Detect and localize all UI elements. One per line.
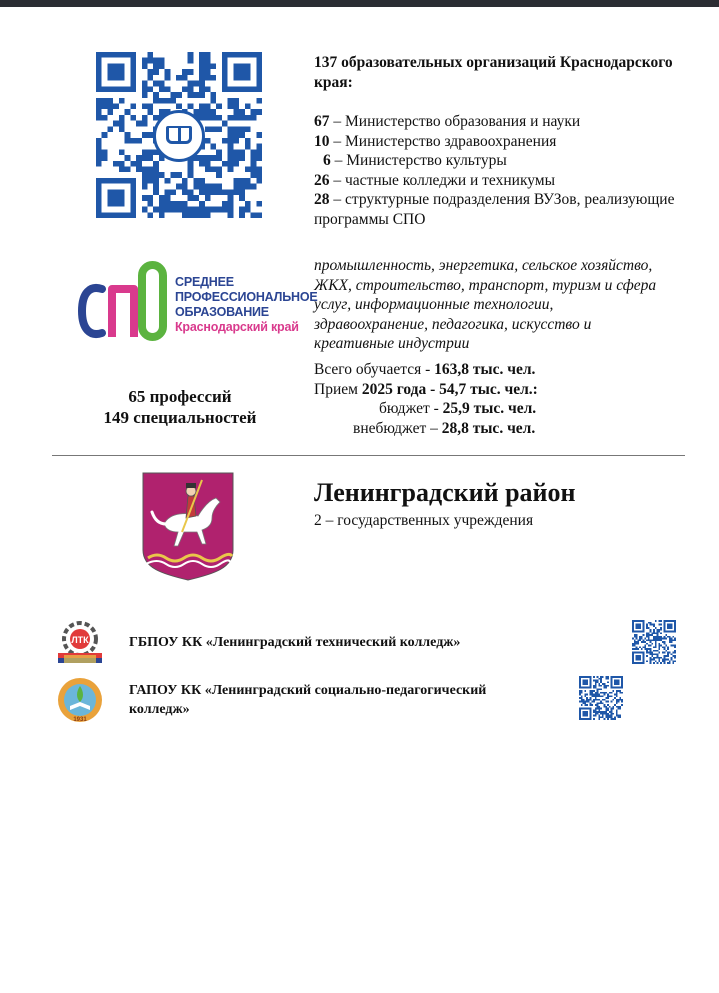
ltk-qr-code	[632, 620, 676, 664]
specialties-count: 149 специальностей	[103, 408, 257, 427]
district-title: Ленинградский район	[314, 478, 576, 507]
section-divider	[52, 455, 685, 456]
organizations-title: 137 образовательных организаций Краснодарского края:	[314, 54, 673, 91]
spo-logo	[78, 259, 318, 343]
svg-text:1931: 1931	[73, 717, 87, 723]
district-subtitle: 2 – государственных учреждения	[314, 512, 534, 529]
spo-letters-logo	[78, 259, 170, 343]
total-students: Всего обучается - 163,8 тыс. чел.	[314, 361, 536, 378]
list-item: 6 – Министерство культуры	[323, 152, 507, 169]
college-name-ltk: ГБПОУ КК «Ленинградский технический колледж»	[129, 635, 461, 650]
college-name-lspk: ГАПОУ КК «Ленинградский социально-педагогический колледж»	[129, 683, 487, 717]
lspk-college-logo-icon	[56, 676, 104, 724]
svg-text:ЛТК: ЛТК	[71, 635, 89, 645]
top-bar	[0, 0, 719, 7]
spo-logo-text: СРЕДНЕЕ ПРОФЕССИОНАЛЬНОЕ ОБРАЗОВАНИЕ Краснодарский край	[175, 275, 318, 334]
list-item: 26 – частные колледжи и техникумы	[314, 171, 556, 189]
professions-summary	[70, 386, 290, 428]
ltk-college-logo-icon	[56, 619, 104, 667]
book-emblem-icon	[153, 110, 205, 162]
intake-2025: Прием 2025 года - 54,7 тыс. чел.:	[314, 380, 538, 398]
professions-count: 65 профессий	[128, 387, 232, 406]
list-item: 28 – структурные подразделения ВУЗов, реализующие программы СПО	[314, 191, 675, 228]
lspk-qr-code	[579, 676, 623, 720]
list-item: 67 – Министерство образования и науки	[314, 113, 581, 130]
coat-of-arms-icon	[142, 472, 234, 582]
list-item: 10 – Министерство здравоохранения	[314, 132, 557, 150]
enrollment-stats	[314, 360, 674, 438]
offbudget-intake: внебюджет – 28,8 тыс. чел.	[353, 419, 536, 437]
budget-intake: бюджет - 25,9 тыс. чел.	[379, 400, 537, 417]
organizations-block	[314, 53, 694, 229]
industries-text: промышленность, энергетика, сельское хозяйство, ЖКХ, строительство, транспорт, туризм и сфера услуг, информационные технологии, здравоохранение, педагогика, искусство и креативные индустрии	[314, 257, 657, 352]
organizations-list	[314, 112, 694, 229]
